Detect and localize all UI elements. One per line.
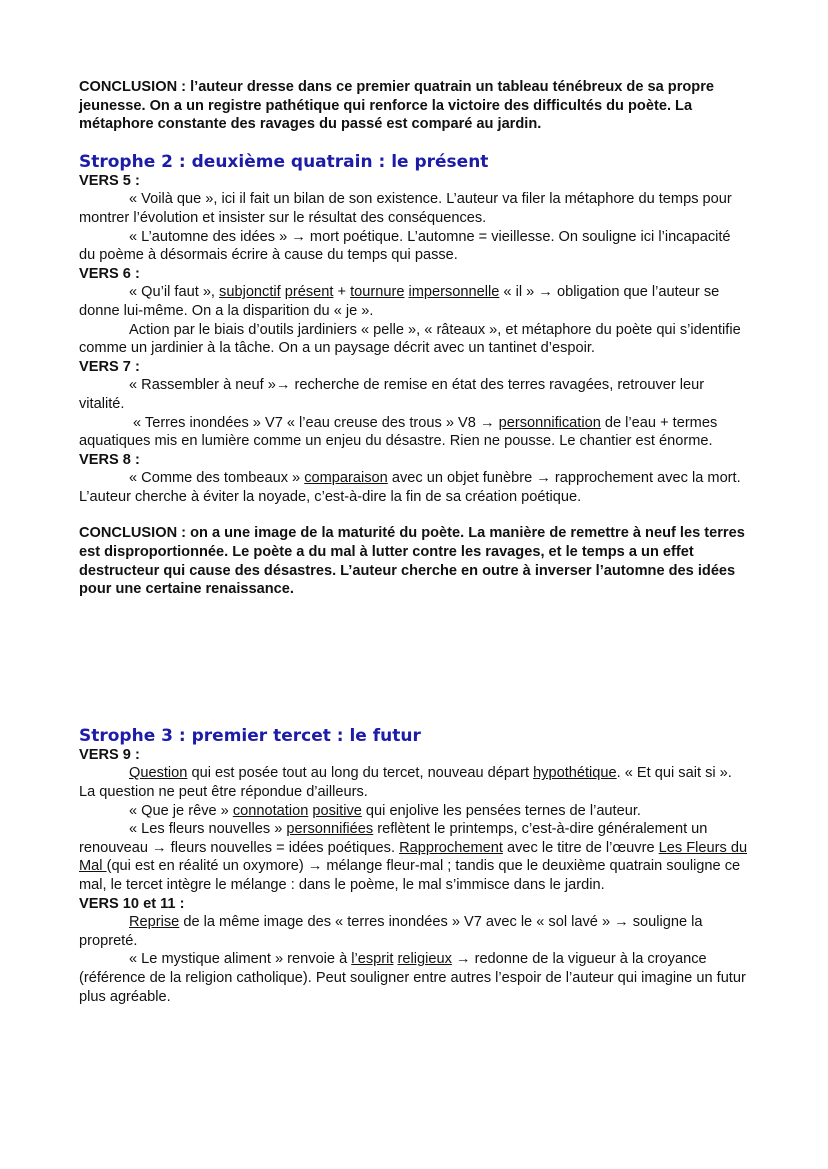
underlined-term: Rapprochement — [399, 839, 503, 856]
underlined-term: connotation — [232, 802, 309, 819]
vers-7-paragraph-2 — [79, 414, 749, 451]
vers-7-label: VERS 7 : — [79, 358, 140, 375]
conclusion-text: l’auteur dresse dans ce premier quatrain un tableau ténébreux de sa propre jeunesse. On a un registre pathétique qui renforce la victoire des difficultés du poète. La métaphore constante des ravages du passé est comparé au jardin. — [79, 79, 715, 133]
underlined-term: comparaison — [304, 470, 388, 487]
vers-5-label: VERS 5 : — [79, 172, 140, 189]
underlined-term: Question — [129, 765, 188, 782]
vers-5-paragraph-1: « Voilà que », ici il fait un bilan de son existence. L’auteur va filer la métaphore du temps pour montrer l’évolution et insister sur le résultat des conséquences. — [79, 191, 732, 226]
text-run: « Terres inondées » V7 « l’eau creuse des trous » V8 → — [133, 414, 499, 431]
vers-6-paragraph-1 — [79, 283, 749, 320]
vers-10-11-paragraph-1 — [79, 913, 749, 950]
text-run: « Qu’il faut », — [129, 284, 220, 301]
text-run: → redonne de la vigueur à la croyance (référence de la religion catholique). Peut souligner entre autres l’espoir de l’auteur qui imagine un futur plus agréable. — [79, 951, 746, 1005]
vers-8-label: VERS 8 : — [79, 451, 140, 468]
text-run: reflètent le printemps, c’est-à-dire généralement un renouveau → fleurs nouvelles = idées poétiques. — [79, 821, 708, 856]
text-run: qui est posée tout au long du tercet, nouveau départ — [187, 765, 534, 782]
vers-10-11-paragraph-2 — [79, 950, 749, 1006]
text-run: (qui est en réalité un oxymore) → mélange fleur-mal ; tandis que le deuxième quatrain souligne ce mal, le tercet intègre le mélange : dans le poème, le mal s’immisce dans le jardin. — [79, 858, 741, 893]
conclusion-paragraph-2 — [79, 524, 749, 598]
text-run: . « Et qui sait si ». La question ne peut être répondue d’ailleurs. — [79, 765, 732, 801]
strophe-2-heading: Strophe 2 : deuxième quatrain : le présent — [79, 151, 489, 172]
text-run: + — [333, 284, 351, 301]
vers-8-paragraph-1 — [79, 469, 749, 506]
text-run: avec un objet funèbre → rapprochement avec la mort. L’auteur cherche à éviter la noyade, c’est-à-dire la fin de sa création poétique. — [79, 470, 741, 505]
text-run: qui enjolive les pensées ternes de l’auteur. — [361, 802, 641, 819]
text-run: avec le titre de l’œuvre — [502, 839, 659, 856]
underlined-term: tournure — [350, 284, 405, 301]
vers-9-paragraph-2 — [79, 802, 749, 821]
text-run: « Le mystique aliment » renvoie à — [129, 951, 352, 968]
document-page — [79, 78, 749, 1006]
vers-10-11-label: VERS 10 et 11 : — [79, 895, 185, 912]
conclusion-label: CONCLUSION : — [79, 79, 187, 95]
underlined-term: positive — [312, 802, 362, 819]
vers-6-label: VERS 6 : — [79, 265, 140, 282]
underlined-term: personnifiées — [286, 821, 374, 838]
text-run: « il » → obligation que l’auteur se donne lui-même. On a la disparition du « je ». — [79, 284, 720, 319]
vers-9-paragraph-1 — [79, 764, 749, 801]
underlined-title: Les Fleurs du Mal — [79, 839, 748, 875]
page-spacer — [79, 599, 749, 726]
text-run: « Que je rêve » — [129, 802, 233, 819]
underlined-term: présent — [284, 284, 334, 301]
text-run: « Les fleurs nouvelles » — [129, 821, 287, 838]
conclusion-text: on a une image de la maturité du poète. La manière de remettre à neuf les terres est disproportionnée. Le poète a du mal à lutter contre les ravages, et le temps a un effet destructeur qui cause des désastres. L’auteur cherche en outre à inverser l’automne des idées pour une certaine renaissance. — [79, 525, 745, 598]
text-run: de l’eau + termes aquatiques mis en lumière comme un enjeu du désastre. Rien ne pousse. Le chantier est énorme. — [79, 414, 718, 450]
text-run: « Comme des tombeaux » — [129, 470, 305, 487]
conclusion-paragraph-1 — [79, 78, 749, 134]
underlined-term: religieux — [397, 951, 452, 968]
underlined-term: personnification — [498, 414, 601, 431]
strophe-3-heading: Strophe 3 : premier tercet : le futur — [79, 725, 421, 746]
underlined-term: impersonnelle — [408, 284, 500, 301]
text-run: de la même image des « terres inondées » V7 avec le « sol lavé » → souligne la propreté. — [79, 914, 703, 949]
vers-7-paragraph-1: « Rassembler à neuf »→ recherche de remise en état des terres ravagées, retrouver leur vitalité. — [79, 377, 705, 412]
underlined-term: Reprise — [129, 914, 180, 931]
vers-9-paragraph-3 — [79, 820, 749, 894]
conclusion-label: CONCLUSION : — [79, 525, 187, 542]
vers-6-paragraph-2: Action par le biais d’outils jardiniers « pelle », « râteaux », et métaphore du poète qui s’identifie comme un jardinier à la tâche. On a un paysage décrit avec un tantinet d’espoir. — [79, 321, 741, 357]
underlined-term: l’esprit — [351, 951, 394, 968]
underlined-term: hypothétique — [533, 765, 617, 782]
vers-5-paragraph-2: « L’automne des idées » → mort poétique. L’automne = vieillesse. On souligne ici l’incapacité du poème à désormais écrire à cause du temps qui passe. — [79, 228, 731, 264]
underlined-term: subjonctif — [219, 284, 281, 301]
vers-9-label: VERS 9 : — [79, 746, 140, 763]
